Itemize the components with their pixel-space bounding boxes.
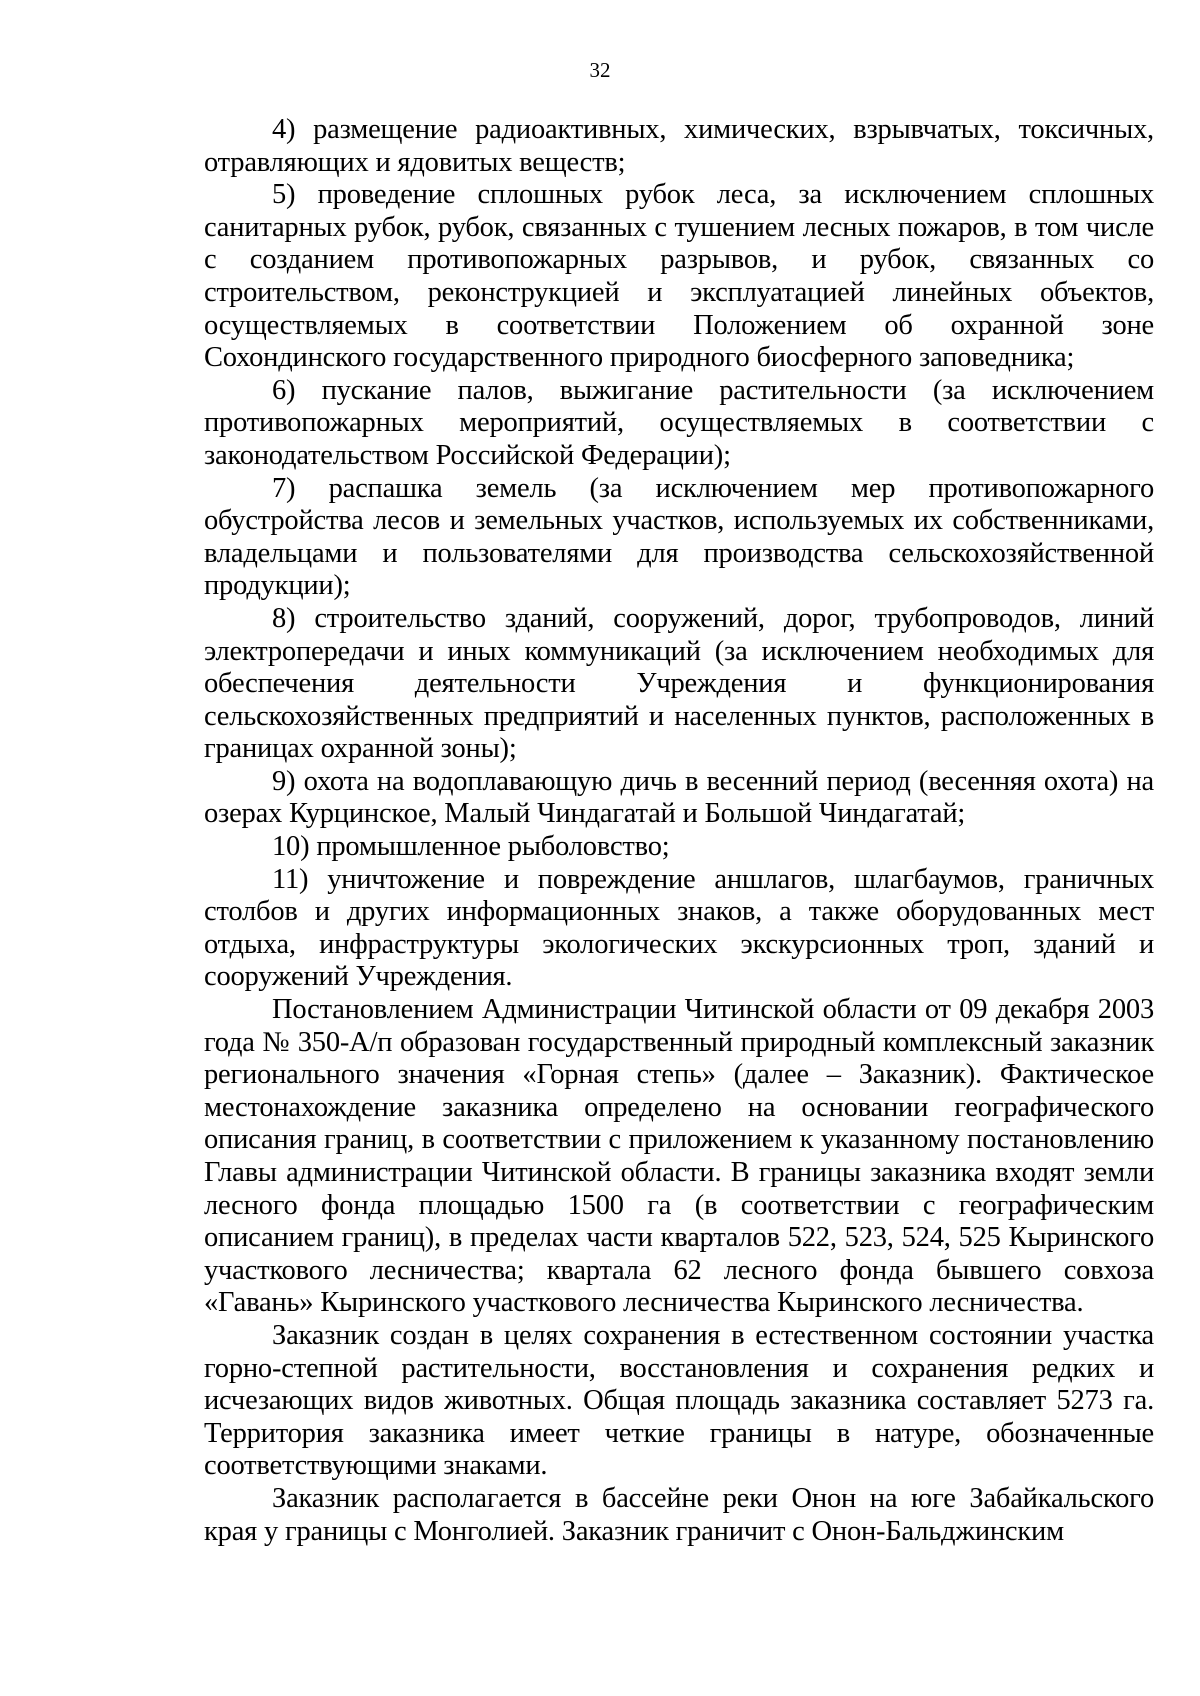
list-item-6: 6) пускание палов, выжигание растительности (за исключением противопожарных мероприятий, осуществляемых в соответствии с законодательством Российской Федерации); — [204, 374, 1154, 471]
document-body — [204, 114, 1154, 1548]
list-item-9: 9) охота на водоплавающую дичь в весенний период (весенняя охота) на озерах Курцинское, Малый Чиндагатай и Большой Чиндагатай; — [204, 765, 1154, 830]
list-item-7: 7) распашка земель (за исключением мер противопожарного обустройства лесов и земельных участков, используемых их собственниками, владельцами и пользователями для производства сельскохозяйственной продукции); — [204, 472, 1154, 602]
list-item-10: 10) промышленное рыболовство; — [272, 831, 670, 863]
page-number: 32 — [589, 58, 611, 82]
list-item-4: 4) размещение радиоактивных, химических, взрывчатых, токсичных, отравляющих и ядовитых веществ; — [204, 114, 1154, 178]
paragraph-zakaznik-location: Заказник располагается в бассейне реки Онон на юге Забайкальского края у границы с Монголией. Заказник граничит с Онон-Бальджинским — [204, 1482, 1154, 1547]
list-item-11: 11) уничтожение и повреждение аншлагов, шлагбаумов, граничных столбов и других информационных знаков, а также оборудованных мест отдыха, инфраструктуры экологических экскурсионных троп, зданий и сооружений Учреждения. — [204, 863, 1154, 993]
paragraph-zakaznik-creation: Постановлением Администрации Читинской области от 09 декабря 2003 года № 350-А/п образован государственный природный комплексный заказник регионального значения «Горная степь» (далее – Заказник). Фактическое местонахождение заказника определено на основании географического описания границ, в соответствии с приложением к указанному постановлению Главы администрации Читинской области. В границы заказника входят земли лесного фонда площадью 1500 га (в соответствии с географическим описанием границ), в пределах части кварталов 522, 523, 524, 525 Кыринского участкового лесничества; квартала 62 лесного фонда бывшего совхоза «Гавань» Кыринского участкового лесничества Кыринского лесничества. — [204, 994, 1154, 1319]
paragraph-zakaznik-purpose: Заказник создан в целях сохранения в естественном состоянии участка горно-степной растительности, восстановления и сохранения редких и исчезающих видов животных. Общая площадь заказника составляет 5273 га. Территория заказника имеет четкие границы в натуре, обозначенные соответствующими знаками. — [204, 1319, 1154, 1482]
list-item-8: 8) строительство зданий, сооружений, дорог, трубопроводов, линий электропередачи и иных коммуникаций (за исключением необходимых для обеспечения деятельности Учреждения и функционирования сельскохозяйственных предприятий и населенных пунктов, расположенных в границах охранной зоны); — [204, 602, 1154, 765]
list-item-5: 5) проведение сплошных рубок леса, за исключением сплошных санитарных рубок, рубок, связанных с тушением лесных пожаров, в том числе с созданием противопожарных разрывов, и рубок, связанных со строительством, реконструкцией и эксплуатацией линейных объектов, осуществляемых в соответствии Положением об охранной зоне Сохондинского государственного природного биосферного заповедника; — [204, 179, 1154, 374]
